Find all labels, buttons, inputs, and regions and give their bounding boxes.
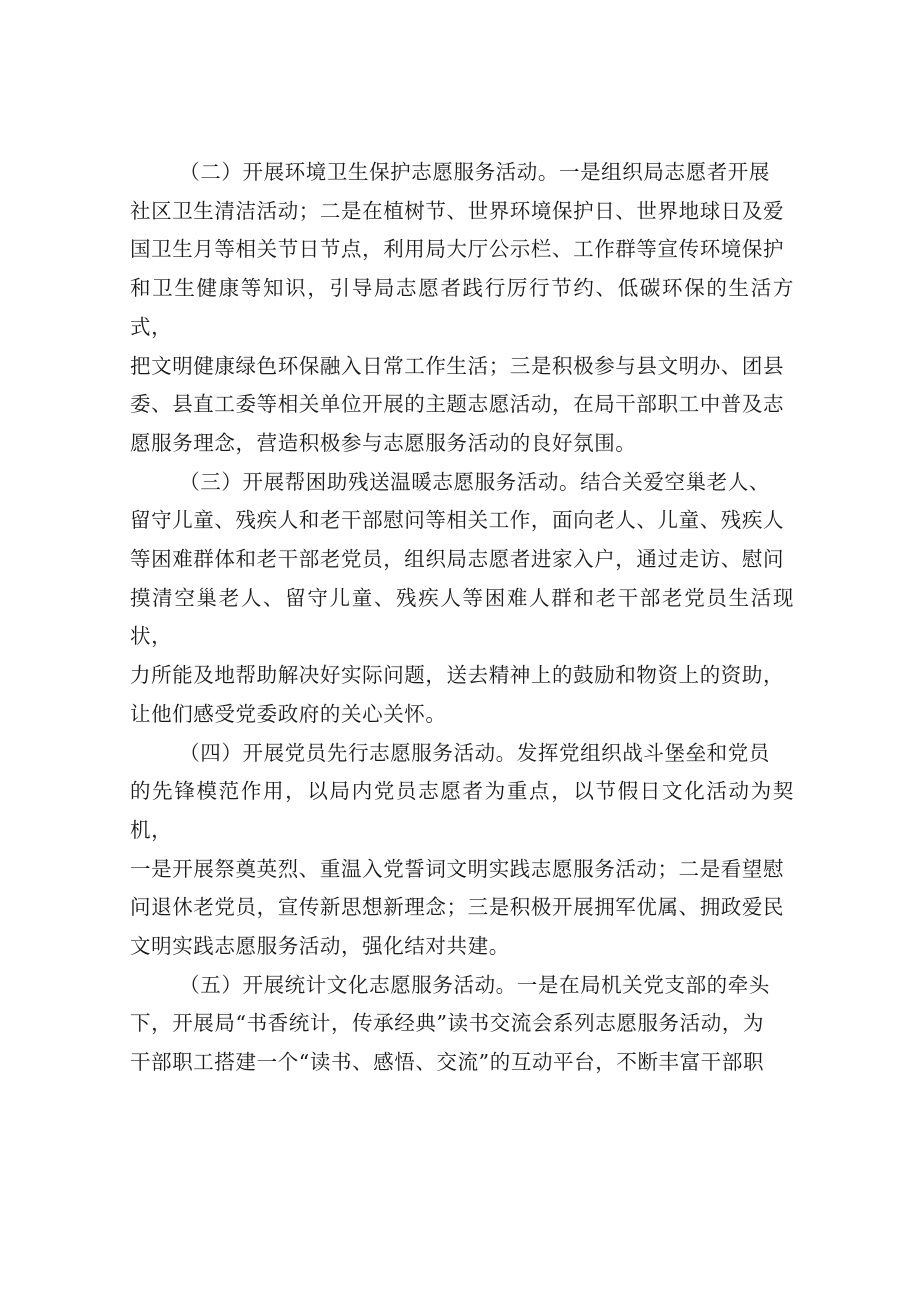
- paragraph-poverty-disability-aid: （三）开展帮困助残送温暖志愿服务活动。结合关爱空巢老人、 留守儿童、残疾人和老干部慰问等相关工作，面向老人、儿童、残疾人 等困难群体和老干部老党员，组织局志愿者进家入户，通过走访、慰问 摸清空巢老人、留守儿童、残疾人等困难人群和老干部老党员生活现状， 力所能及地帮助解决好实际问题，送去精神上的鼓励和物资上的资助， 让他们感受党委政府的关心关怀。: [130, 469, 794, 726]
- paragraph-environment-hygiene: （二）开展环境卫生保护志愿服务活动。一是组织局志愿者开展 社区卫生清洁活动；二是在植树节、世界环境保护日、世界地球日及爱 国卫生月等相关节日节点，利用局大厅公示栏、工作群等宣传环境保护 和卫生健康等知识，引导局志愿者践行厉行节约、低碳环保的生活方式， 把文明健康绿色环保融入日常工作生活；三是积极参与县文明办、团县 委、县直工委等相关单位开展的主题志愿活动，在局干部职工中普及志 愿服务理念，营造积极参与志愿服务活动的良好氛围。: [130, 160, 794, 455]
- paragraph-statistics-culture: （五）开展统计文化志愿服务活动。一是在局机关党支部的牵头 下，开展局“书香统计，传承经典”读书交流会系列志愿服务活动，为 干部职工搭建一个“读书、感悟、交流”的互动平台，不断丰富干部职: [130, 972, 770, 1075]
- document-body: [130, 153, 794, 1082]
- paragraph-party-member-volunteer: （四）开展党员先行志愿服务活动。发挥党组织战斗堡垒和党员 的先锋模范作用，以局内党员志愿者为重点，以节假日文化活动为契机， 一是开展祭奠英烈、重温入党誓词文明实践志愿服务活动；二是看望慰 问退休老党员，宣传新思想新理念；三是积极开展拥军优属、拥政爱民 文明实践志愿服务活动，强化结对共建。: [130, 740, 794, 959]
